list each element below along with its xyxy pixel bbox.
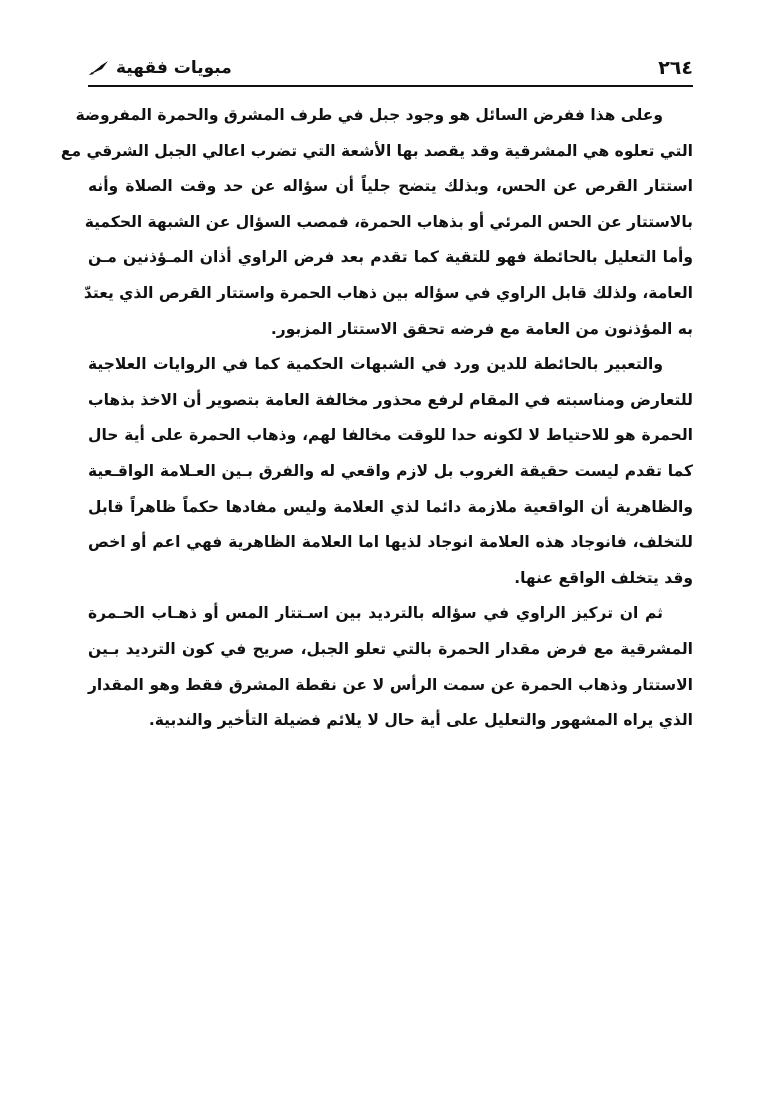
header-rule: [88, 85, 693, 87]
text-line: وأما التعليل بالحائطة فهو للتقية كما تقدم بعد فرض الراوي أذان المـؤذنين مـن: [88, 248, 693, 267]
text-line: الحمرة هو للاحتياط لا لكونه حدا للوقت مخالفا لهم، وذهاب الحمرة على أية حال: [88, 426, 693, 445]
running-header: [88, 56, 693, 84]
text-line: والظاهرية أن الواقعية ملازمة دائما لذي العلامة وليس مفادها حكماً ظاهراً قابل: [88, 497, 693, 516]
text-line: المشرقية مع فرض مقدار الحمرة بالتي تعلو الجبل، صريح في كون الترديد بـين: [88, 639, 693, 658]
text-line: ثم ان تركيز الراوي في سؤاله بالترديد بين اسـتتار المس أو ذهـاب الحـمرة: [88, 604, 663, 623]
text-line: للتعارض ومناسبته في المقام لرفع محذور مخالفة العامة بتصوير أن الاخذ بذهاب: [88, 390, 693, 409]
page-number: ٢٦٤: [658, 57, 693, 79]
paragraph: [60, 98, 693, 347]
text-line: للتخلف، فانوجاد هذه العلامة انوجاد لذيها اما العلامة الظاهرية فهي اعم أو اخص: [88, 533, 693, 552]
text-line: الذي يراه المشهور والتعليل على أية حال لا يلائم فضيلة التأخير والندبية.: [148, 711, 693, 730]
text-line: الاستتار وذهاب الحمرة عن سمت الرأس لا عن نقطة المشرق فقط وهو المقدار: [88, 675, 693, 694]
text-line: كما تقدم ليست حقيقة الغروب بل لازم واقعي له والفرق بـين العـلامة الواقـعية: [88, 461, 693, 480]
text-line: والتعبير بالحائطة للدين ورد في الشبهات الحكمية كما في الروايات العلاجية: [88, 355, 663, 374]
text-line: بالاستتار عن الحس المرئي أو بذهاب الحمرة، فمصب السؤال عن الشبهة الحكمية: [84, 212, 693, 231]
paragraph: [88, 596, 693, 738]
text-line: وعلى هذا ففرض السائل هو وجود جبل في طرف المشرق والحمرة المفروضة: [75, 106, 663, 124]
body-text: [60, 98, 693, 739]
text-line: وقد يتخلف الواقع عنها.: [514, 568, 693, 587]
text-line: التي تعلوه هي المشرقية وقد يقصد بها الأشعة التي تضرب اعالي الجبل الشرقي مع: [60, 141, 693, 160]
book-title: مبويات فقهية: [116, 58, 232, 78]
text-line: به المؤذنون من العامة مع فرضه تحقق الاستتار المزبور.: [270, 319, 693, 338]
paragraph: [88, 347, 693, 596]
quill-pen-icon: [88, 60, 110, 76]
text-line: استتار القرص عن الحس، وبذلك يتضح جلياً أن سؤاله عن حد وقت الصلاة وأنه: [88, 177, 693, 196]
book-title-group: [88, 56, 232, 80]
text-line: العامة، ولذلك قابل الراوي في سؤاله بين ذهاب الحمرة واستتار القرص الذي يعتدّ: [83, 283, 693, 302]
